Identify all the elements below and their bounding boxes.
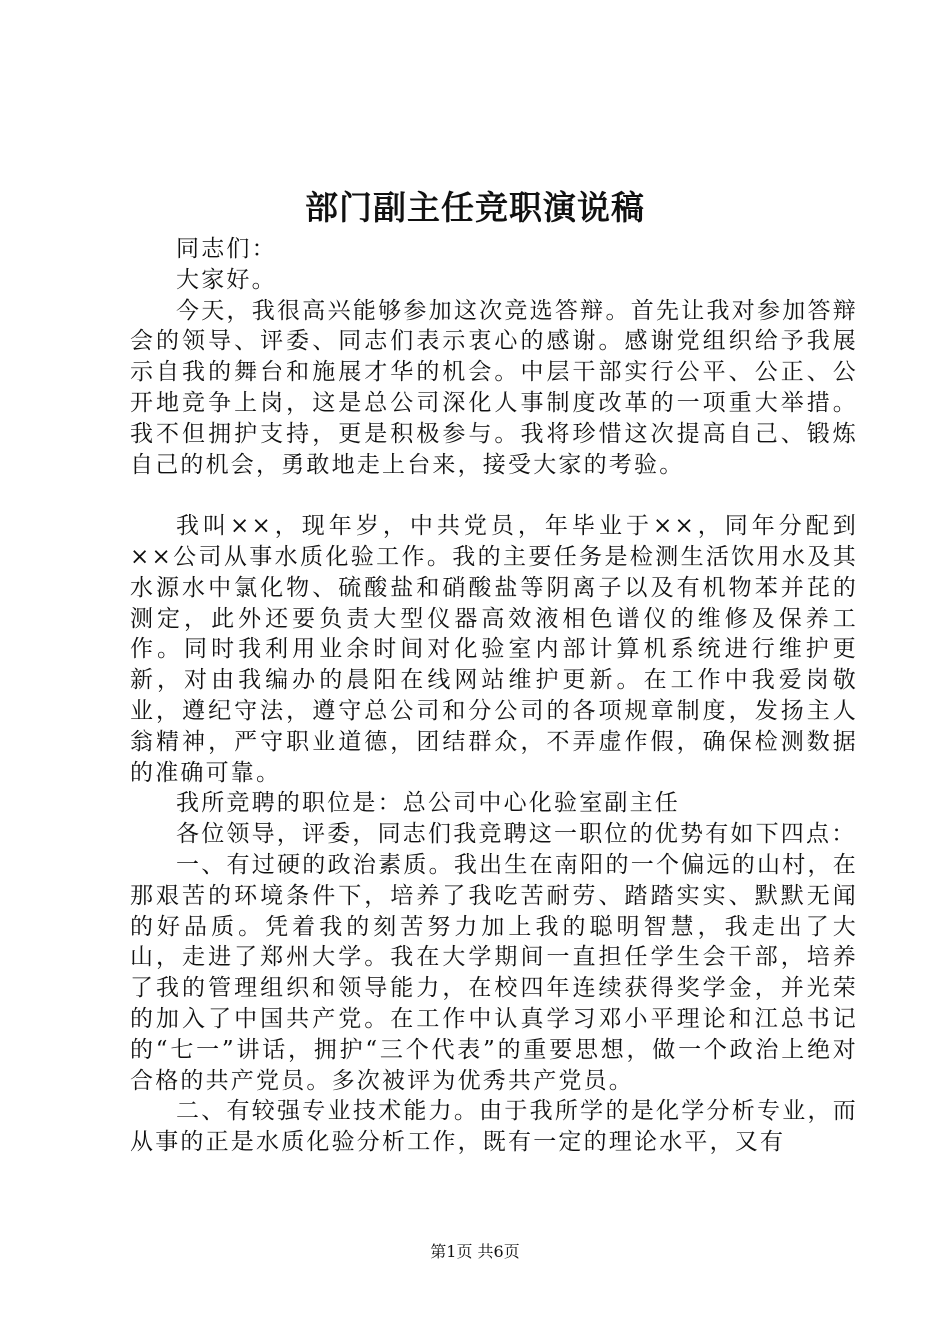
paragraph-opening: 今天，我很高兴能够参加这次竞选答辩。首先让我对参加答辩会的领导、评委、同志们表示衷心的感谢。感谢党组织给予我展示自我的舞台和施展才华的机会。中层干部实行公平、公正、公开地竞争上岗，这是总公司深化人事制度改革的一项重大举措。我不但拥护支持，更是积极参与。我将珍惜这次提高自己、锻炼自己的机会，勇敢地走上台来，接受大家的考验。 xyxy=(130,297,858,478)
paragraph-self-introduction: 我叫××，现年岁，中共党员，年毕业于××，同年分配到××公司从事水质化验工作。我的主要任务是检测生活饮用水及其水源水中氯化物、硫酸盐和硝酸盐等阴离子以及有机物苯并芘的测定，此外还要负责大型仪器高效液相色谱仪的维修及保养工作。同时我利用业余时间对化验室内部计算机系统进行维护更新，对由我编办的晨阳在线网站维护更新。在工作中我爱岗敬业，遵纪守法，遵守总公司和分公司的各项规章制度，发扬主人翁精神，严守职业道德，团结群众，不弄虚作假，确保检测数据的准确可靠。 xyxy=(130,513,858,786)
document-body xyxy=(130,234,858,1158)
paragraph-advantage-one: 一、有过硬的政治素质。我出生在南阳的一个偏远的山村，在那艰苦的环境条件下，培养了我吃苦耐劳、踏踏实实、默默无闻的好品质。凭着我的刻苦努力加上我的聪明智慧，我走出了大山，走进了郑州大学。我在大学期间一直担任学生会干部，培养了我的管理组织和领导能力，在校四年连续获得奖学金，并光荣的加入了中国共产党。在工作中认真学习邓小平理论和江总书记的“七一”讲话，拥护“三个代表”的重要思想，做一个政治上绝对合格的共产党员。多次被评为优秀共产党员。 xyxy=(130,851,858,1094)
paragraph-advantage-two: 二、有较强专业技术能力。由于我所学的是化学分析专业，而从事的正是水质化验分析工作，既有一定的理论水平，又有 xyxy=(130,1098,858,1156)
greeting: 大家好。 xyxy=(176,266,277,293)
document-title: 部门副主任竞职演说稿 xyxy=(305,188,645,227)
page-number: 第1页 共6页 xyxy=(430,1242,520,1261)
salutation: 同志们： xyxy=(176,236,277,262)
paragraph-position: 我所竞聘的职位是：总公司中心化验室副主任 xyxy=(176,790,680,817)
paragraph-advantages-intro: 各位领导，评委，同志们我竞聘这一职位的优势有如下四点： xyxy=(176,821,857,848)
